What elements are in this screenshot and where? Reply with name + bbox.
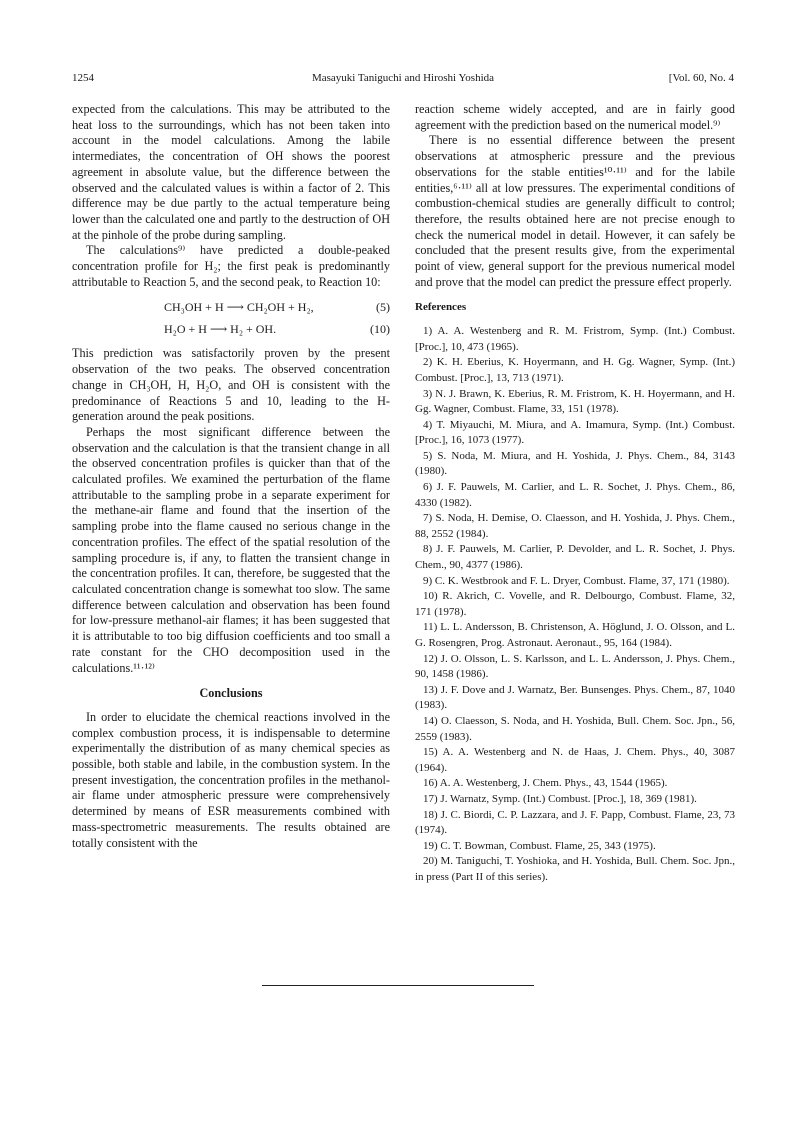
section-heading-conclusions: Conclusions xyxy=(199,686,263,701)
equation-10 xyxy=(72,318,390,340)
paragraph: The calculations⁹⁾ have predicted a double-peaked concentration profile for H₂; the first peak is predominantly attributable to Reaction 5, and the second peak, to Reaction 10: xyxy=(72,243,390,289)
reference-item: 12) J. O. Olsson, L. S. Karlsson, and L. L. Andersson, J. Phys. Chem., 90, 1458 (1986). xyxy=(415,652,735,681)
reference-item: 8) J. F. Pauwels, M. Carlier, P. Devolder, and L. R. Sochet, J. Phys. Chem., 90, 4377 (1986). xyxy=(415,543,735,572)
equation-expression: CH₃OH + H ⟶ CH₂OH + H₂, xyxy=(164,300,314,315)
reference-item: 4) T. Miyauchi, M. Miura, and A. Imamura, Symp. (Int.) Combust. [Proc.], 16, 1073 (1977). xyxy=(415,418,735,447)
reference-item: 17) J. Warnatz, Symp. (Int.) Combust. [Proc.], 18, 369 (1981). xyxy=(423,792,697,805)
reference-item: 15) A. A. Westenberg and N. de Haas, J. Chem. Phys., 40, 3087 (1964). xyxy=(415,746,735,774)
left-column xyxy=(72,102,390,851)
volume-info: [Vol. 60, No. 4 xyxy=(668,72,734,84)
reference-item: 1) A. A. Westenberg and R. M. Fristrom, Symp. (Int.) Combust. [Proc.], 10, 473 (1965). xyxy=(415,325,735,353)
equation-number: (5) xyxy=(376,300,390,315)
reference-item: 9) C. K. Westbrook and F. L. Dryer, Combust. Flame, 37, 171 (1980). xyxy=(423,574,730,587)
reference-item: 16) A. A. Westenberg, J. Chem. Phys., 43, 1544 (1965). xyxy=(423,777,668,790)
reference-item: 3) N. J. Brawn, K. Eberius, R. M. Fristrom, K. H. Hoyermann, and H. Gg. Wagner, Combust. Flame, 33, 151 (1978). xyxy=(415,387,735,416)
end-rule xyxy=(262,985,534,986)
section-heading-references: References xyxy=(415,301,467,314)
reference-item: 6) J. F. Pauwels, M. Carlier, and L. R. Sochet, J. Phys. Chem., 86, 4330 (1982). xyxy=(415,481,735,509)
page-header xyxy=(72,72,734,88)
reference-item: 18) J. C. Biordi, C. P. Lazzara, and J. F. Papp, Combust. Flame, 23, 73 (1974). xyxy=(415,808,735,837)
reference-item: 10) R. Akrich, C. Vovelle, and R. Delbourgo, Combust. Flame, 32, 171 (1978). xyxy=(415,590,735,618)
paragraph: There is no essential difference between the present observations at atmospheric pressure and the previous observations for the stable entities¹⁰·¹¹⁾ and for the labile entities,⁶·¹¹⁾ all at low pressures. The experimental conditions of combustion-chemical studies are generally difficult to control; therefore, the results obtained here are not precise enough to check the numerical model in detail. However, it can safely be concluded that the present results give, from the experimental point of view, general support for the previous numerical model and prove that the model can predict the pressure effect properly. xyxy=(415,133,735,289)
equation-number: (10) xyxy=(370,322,390,337)
reference-list xyxy=(415,324,735,885)
reference-item: 20) M. Taniguchi, T. Yoshioka, and H. Yoshida, Bull. Chem. Soc. Jpn., in press (Part II of this series). xyxy=(415,855,735,883)
paragraph: reaction scheme widely accepted, and are in fairly good agreement with the prediction based on the numerical model.⁹⁾ xyxy=(415,102,735,132)
reference-item: 7) S. Noda, H. Demise, O. Claesson, and H. Yoshida, J. Phys. Chem., 88, 2552 (1984). xyxy=(415,512,735,540)
reference-item: 5) S. Noda, M. Miura, and H. Yoshida, J. Phys. Chem., 84, 3143 (1980). xyxy=(415,449,735,478)
equation-5 xyxy=(72,296,390,318)
reference-item: 11) L. L. Andersson, B. Christenson, A. Höglund, J. O. Olsson, and L. G. Rosengren, Prog. Astronaut. Aeronaut., 95, 164 (1984). xyxy=(415,621,735,650)
running-authors: Masayuki Taniguchi and Hiroshi Yoshida xyxy=(311,72,495,84)
paragraph: Perhaps the most significant difference between the observation and the calculation is that the transient change in all the observed concentration profiles is quicker than that of the calculated profiles. We examined the perturbation of the flame attributable to the sampling probe in a separate experiment for the methane-air flame and found that the insertion of the sampling probe into the flame caused no serious change in the concentration profiles. The effect of the spatial resolution of the sampling procedure is, if any, to flatten the transient change in the concentration profiles. It can, therefore, be suggested that the calculated concentration change is somewhat too slow. The same difference between calculation and observation has been found for low-pressure methanol-air flames; it has been suggested that it is attributable to too big diffusion coefficients and too small a rate constant for the CHO decomposition used in the calculations.¹¹·¹²⁾ xyxy=(72,424,390,675)
paragraph: In order to elucidate the chemical reactions involved in the complex combustion process, it is indispensable to determine experimentally the distribution of as many chemical species as possible, both stable and labile, in the combustion system. In the present investigation, the concentration profiles in the methanol-air flame under atmospheric pressure were comprehensively determined by means of ESR measurements combined with mass-spectrometric measurements. The results obtained are totally consistent with the xyxy=(72,709,390,850)
paragraph: expected from the calculations. This may be attributed to the heat loss to the surroundings, which has not been taken into account in the model calculations. Among the labile intermediates, the concentration of OH shows the poorest agreement in absolute value, but the difference between the observed and the calculated values is within a factor of 2. This difference may be due partly to the actual temperature being lower than the calculated one and partly to the destruction of OH at the pinhole of the probe during sampling. xyxy=(72,102,390,242)
paragraph: This prediction was satisfactorily proven by the present observation of the two peaks. The observed concentration change in CH₃OH, H, H₂O, and OH is consistent with the predominance of Reactions 5 and 10, leading to the H-generation around the peak positions. xyxy=(72,346,390,424)
reference-item: 2) K. H. Eberius, K. Hoyermann, and H. Gg. Wagner, Symp. (Int.) Combust. [Proc.], 13, 713 (1971). xyxy=(415,356,735,384)
reference-item: 19) C. T. Bowman, Combust. Flame, 25, 343 (1975). xyxy=(423,839,656,852)
page-number: 1254 xyxy=(72,72,94,84)
right-column xyxy=(415,102,735,886)
equation-expression: H₂O + H ⟶ H₂ + OH. xyxy=(164,322,277,337)
reference-item: 13) J. F. Dove and J. Warnatz, Ber. Bunsenges. Phys. Chem., 87, 1040 (1983). xyxy=(415,683,735,712)
reference-item: 14) O. Claesson, S. Noda, and H. Yoshida, Bull. Chem. Soc. Jpn., 56, 2559 (1983). xyxy=(415,714,735,743)
